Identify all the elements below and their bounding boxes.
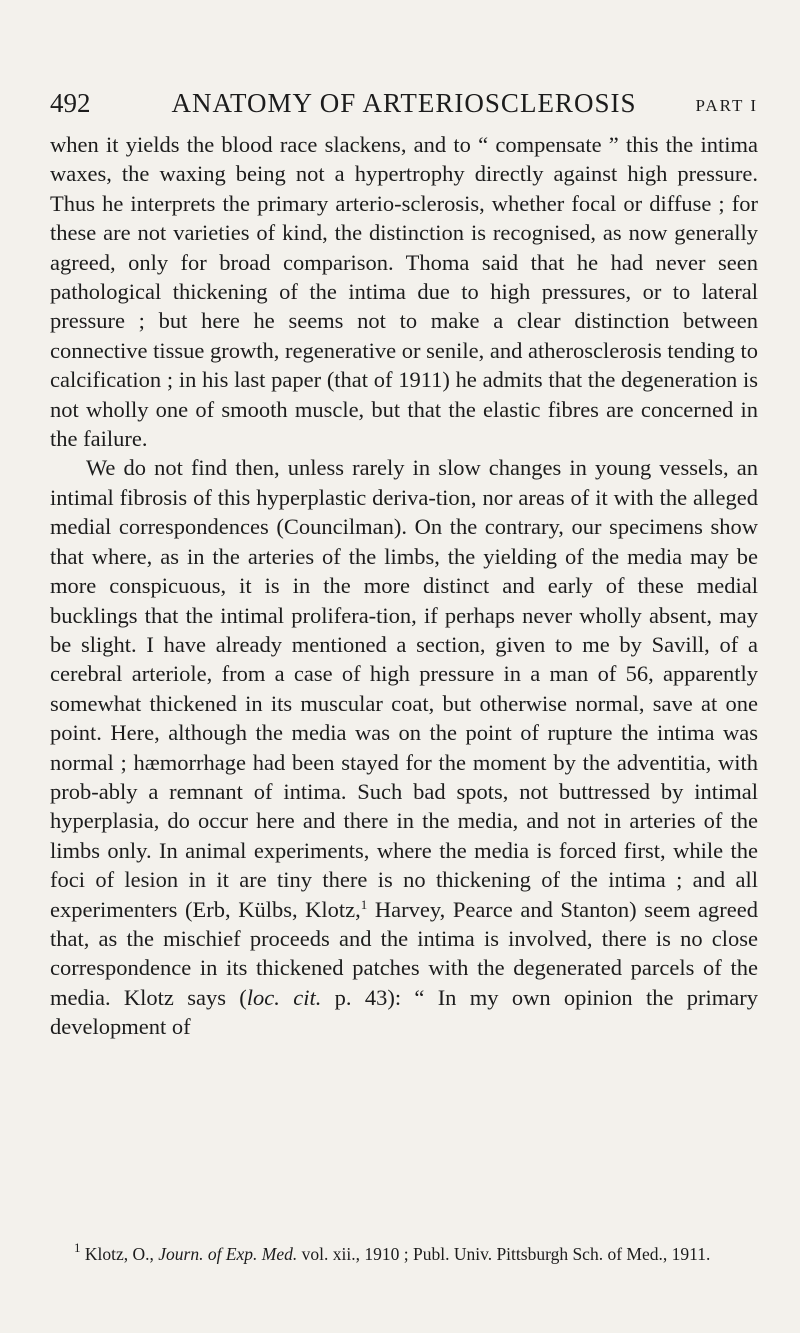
paragraph-2-text-c: p. 43): “ In my own opinion the primary development of [50,984,758,1040]
part-label: PART I [695,96,758,115]
footnote-text-b: vol. xii., 1910 ; Publ. Univ. Pittsburgh Sch. of Med., 1911. [297,1244,711,1264]
paragraph-2-text-a: We do not find then, unless rarely in slow changes in young vessels, an intimal fibrosis of this hyperplastic deriva-tion, nor areas of it with the alleged medial correspondences (Councilman). On the contrary, our specimens show that where, as in the arteries of the limbs, the yielding of the media may be more conspicuous, it is in the more distinct and early of these medial bucklings that the intimal prolifera-tion, if perhaps never wholly absent, may be slight. I have already mentioned a section, given to me by Savill, of a cerebral arteriole, from a case of high pressure in a man of 56, apparently somewhat thickened in its muscular coat, but otherwise normal, save at one point. Here, although the media was on the point of rupture the intima was normal ; hæmorrhage had been stayed for the moment by the adventitia, with prob-ably a remnant of intima. Such bad spots, not buttressed by intimal hyperplasia, do occur here and there in the media, and not in arteries of the limbs only. In animal experiments, where the media is forced first, while the foci of lesion in it are tiny there is no thickening of the intima ; and all experimenters (Erb, Külbs, Klotz, [50,455,758,922]
paragraph-2-text-b: Harvey, Pearce and Stanton) seem agreed that, as the mischief proceeds and the intima is involved, there is no close correspondence in its thickened patches with the degenerated parcels of the media. Klotz says ( [50,896,758,1010]
footnote-marker: 1 [74,1240,81,1255]
footnote-reference: 1 [360,896,368,912]
footnote-text-a: Klotz, O., [80,1244,159,1264]
page-header [50,88,758,118]
paragraph-1: when it yields the blood race slackens, and to “ compensate ” this the intima waxes, the waxing being not a hypertrophy directly against high pressure. Thus he interprets the primary arterio-sclerosis, whether focal or diffuse ; for these are not varieties of kind, the distinction is recognised, as now generally agreed, only for broad comparison. Thoma said that he had never seen pathological thickening of the intima due to high pressures, or to lateral pressure ; but here he seems not to make a clear distinction between connective tissue growth, regenerative or senile, and atherosclerosis tending to calcification ; in his last paper (that of 1911) he admits that the degeneration is not wholly one of smooth muscle, but that the elastic fibres are concerned in the failure. [50,132,758,452]
footnote-1 [50,1240,758,1265]
page-number: 492 [50,88,91,118]
paragraph-2 [50,453,758,1041]
loc-cit: loc. cit. [246,984,322,1010]
footnote-journal: Journ. of Exp. Med. [158,1244,298,1264]
footnotes [50,1240,758,1265]
body-text [50,130,758,1042]
running-title: ANATOMY OF ARTERIOSCLEROSIS [171,88,637,118]
